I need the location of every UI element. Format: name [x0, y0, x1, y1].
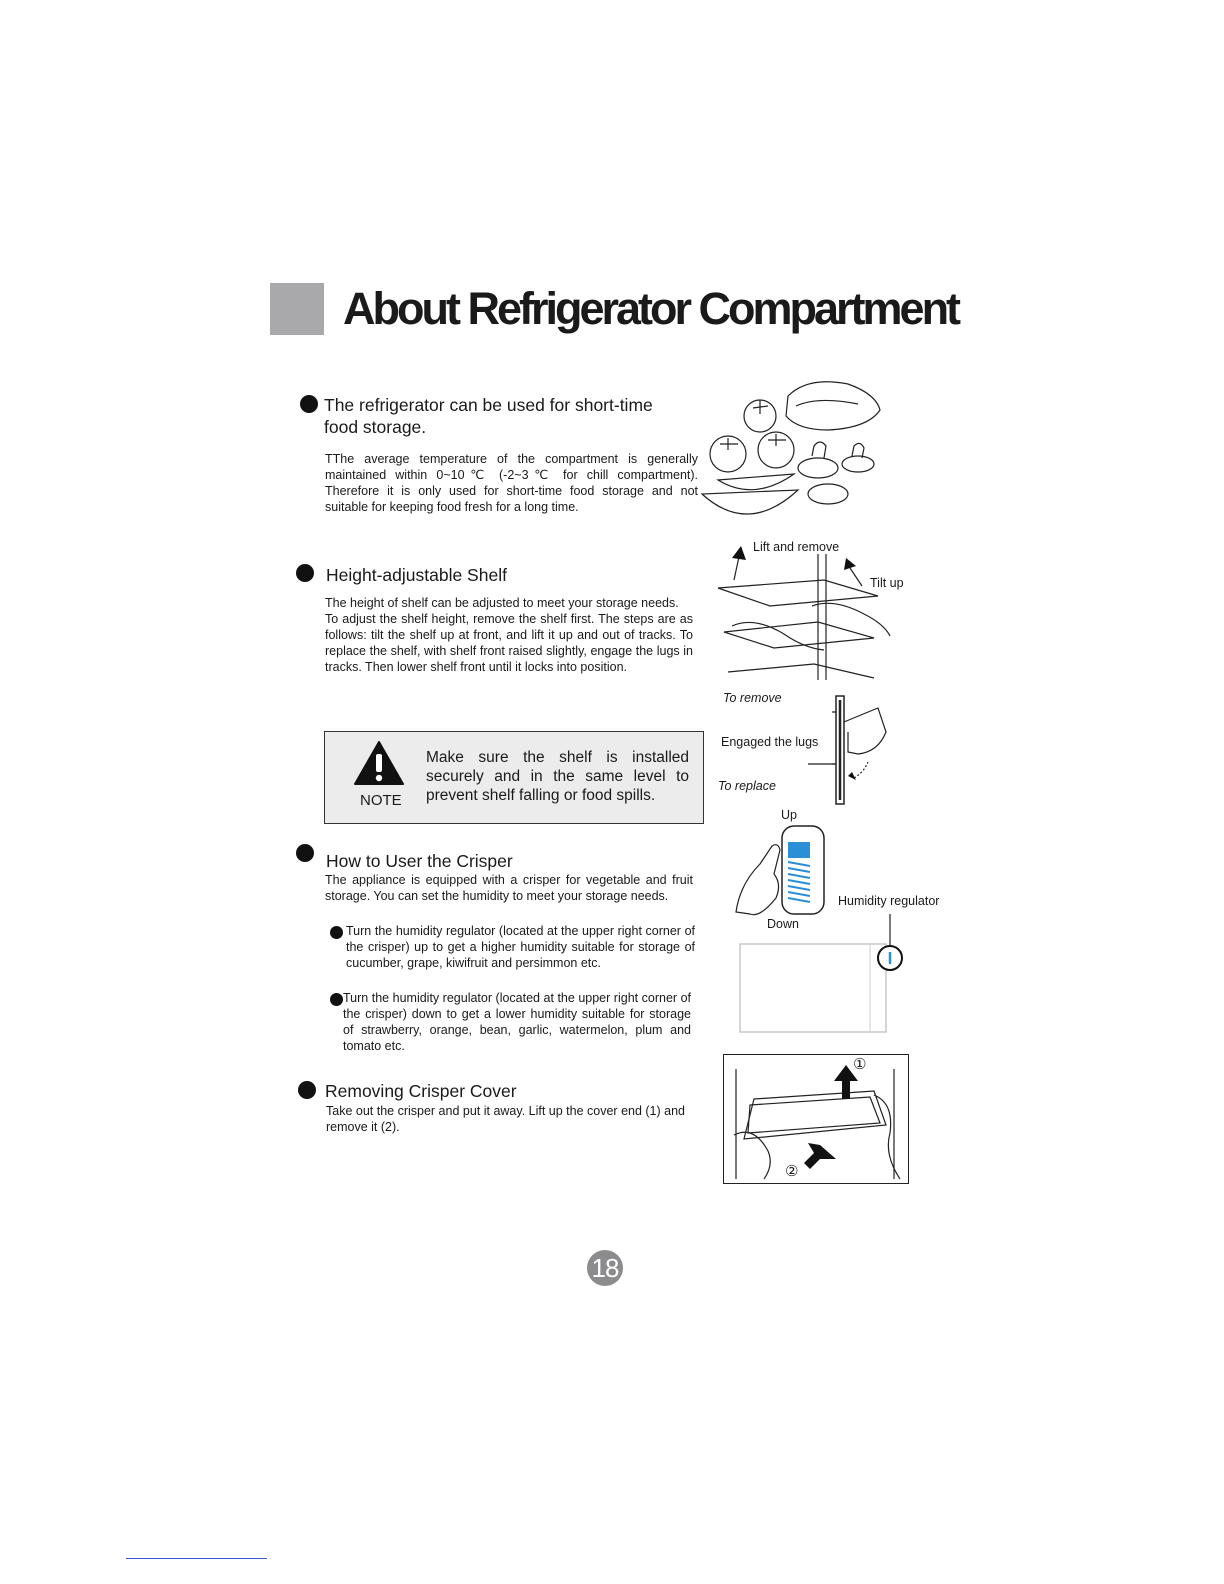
bullet-icon: [330, 926, 343, 939]
mushroom-3: [808, 484, 848, 504]
crisper-cover-figure: [723, 1054, 909, 1184]
watermelon-1: [702, 490, 798, 514]
bullet-icon: [296, 844, 314, 862]
watermelon-2: [718, 474, 794, 490]
crisper-outline: [740, 944, 886, 1032]
humidity-regulator-figure: [730, 824, 910, 1036]
meat-line: [796, 400, 858, 406]
label-humidity-regulator: Humidity regulator: [838, 894, 940, 908]
label-tilt-up: Tilt up: [870, 576, 904, 590]
crisper-cover-drawing: [724, 1055, 910, 1185]
warning-icon: [353, 740, 405, 786]
section2-body: [325, 595, 693, 675]
tilt-arrow-shaft: [850, 568, 862, 586]
section2-heading: Height-adjustable Shelf: [326, 565, 507, 585]
note-label: NOTE: [360, 792, 402, 809]
title-block: [270, 283, 324, 335]
footer-line: [126, 1558, 267, 1559]
bullet-icon: [330, 993, 343, 1006]
section3-body: The appliance is equipped with a crisper for vegetable and fruit storage. You can set the humidity to meet your storage needs.: [325, 873, 693, 903]
hand-shape: [736, 845, 780, 915]
lug-engage-figure: [808, 692, 898, 808]
note-text: Make sure the shelf is installed securely and in the same level to prevent shelf falling or food spills.: [426, 749, 689, 804]
label-engaged-lugs: Engaged the lugs: [721, 735, 819, 749]
mushroom-1: [798, 458, 838, 478]
note-box: [324, 731, 704, 824]
section4-heading: Removing Crisper Cover: [325, 1081, 517, 1101]
section3-heading: How to User the Crisper: [326, 851, 513, 871]
bullet-icon: [296, 564, 314, 582]
marker-1: ①: [853, 1055, 867, 1073]
marker-2: ②: [785, 1162, 799, 1180]
label-to-remove: To remove: [723, 691, 782, 705]
section3-bullet2: Turn the humidity regulator (located at the upper right corner of the crisper) down to get a lower humidity suitable for storage of strawberry, orange, bean, garlic, watermelon, plum and tomato etc.: [343, 991, 691, 1053]
down-arrow-icon: [804, 1143, 836, 1169]
meat-shape: [786, 382, 880, 430]
label-up: Up: [781, 808, 797, 822]
mushroom-2: [842, 456, 874, 472]
section2-body2: To adjust the shelf height, remove the shelf first. The steps are as follows: tilt the shelf up at front, and lift it up and out of tracks. To replace the shelf, with shelf front raised slightly, engage the lugs in tracks. Then lower shelf front until it locks into position.: [325, 612, 693, 674]
section1-heading-line2: food storage.: [324, 417, 427, 437]
section1-heading-line1: The refrigerator can be used for short-time: [324, 395, 653, 415]
section1-body: TThe average temperature of the compartment is generally maintained within 0~10℃ (-2~3℃ for chill compartment). Therefore it is only used for short-time food storage and not suitable for keeping food fresh for a long time.: [325, 452, 698, 514]
label-lift-remove: Lift and remove: [753, 540, 840, 554]
regulator-slider: [788, 842, 810, 858]
section1-heading: [324, 394, 704, 438]
label-to-replace: To replace: [718, 779, 776, 793]
section4-body: Take out the crisper and put it away. Lift up the cover end (1) and remove it (2).: [326, 1104, 686, 1134]
section2-body1: The height of shelf can be adjusted to meet your storage needs.: [325, 596, 679, 610]
label-down: Down: [767, 917, 799, 931]
page-number-badge: 18: [587, 1250, 623, 1286]
food-illustration: [698, 376, 888, 528]
lift-arrow-head: [732, 546, 746, 560]
page-title: About Refrigerator Compartment: [343, 283, 959, 334]
bullet-icon: [300, 395, 318, 413]
shelf-removal-figure: [714, 540, 910, 690]
bullet-icon: [298, 1081, 316, 1099]
section3-bullet1: Turn the humidity regulator (located at the upper right corner of the crisper) up to get a higher humidity suitable for storage of cucumber, grape, kiwifruit and persimmon etc.: [346, 924, 695, 970]
